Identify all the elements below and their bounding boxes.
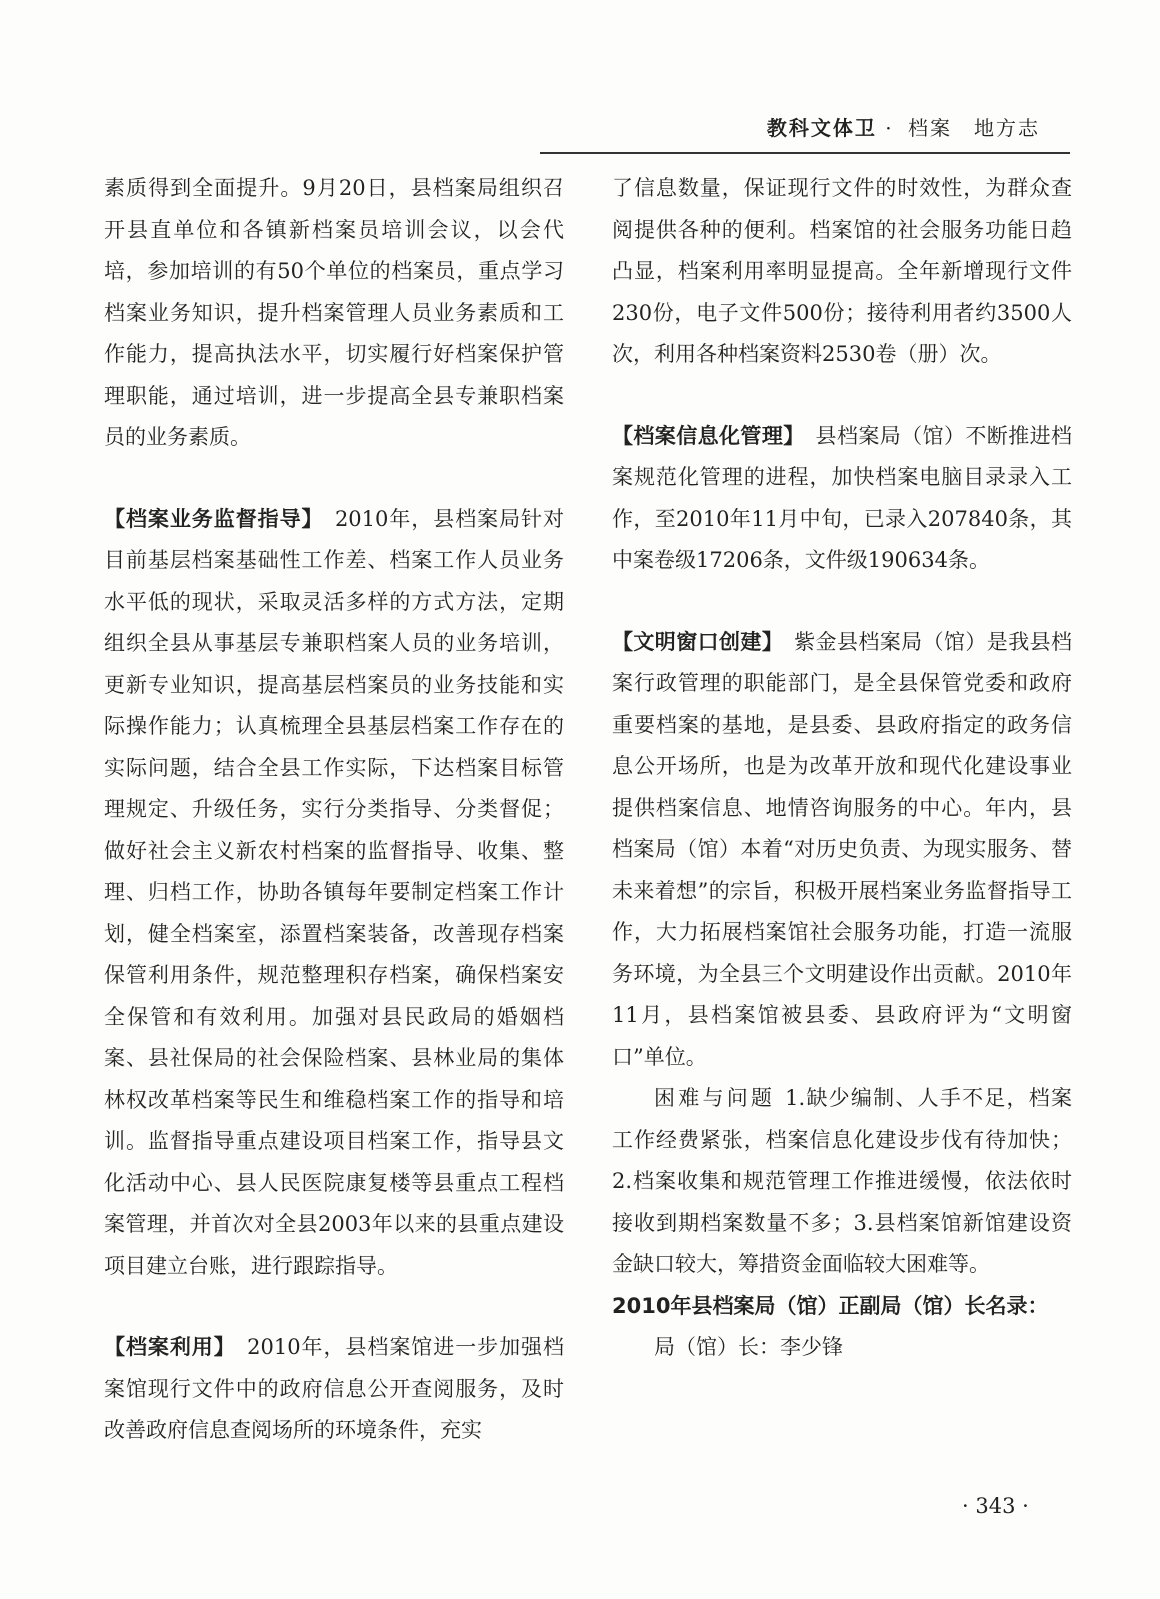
usage-heading: 【档案利用】: [104, 1335, 226, 1359]
informatization-body: 县档案局（馆）不断推进档案规范化管理的进程，加快档案电脑目录录入工作，至2010年11月中旬，已录入207840条，其中案卷级17206条，文件级190634条。: [612, 423, 1073, 572]
supervision-body: 2010年，县档案局针对目前基层档案基础性工作差、档案工作人员业务水平低的现状，采取灵活多样的方式方法，定期组织全县从事基层专兼职档案人员的业务培训，更新专业知识，提高基层档案员的业务技能和实际操作能力；认真梳理全县基层档案工作存在的实际问题，结合全县工作实际，下达档案目标管理规定、升级任务，实行分类指导、分类督促；做好社会主义新农村档案的监督指导、收集、整理、归档工作，协助各镇每年要制定档案工作计划，健全档案室，添置档案装备，改善现存档案保管利用条件，规范整理积存档案，确保档案安全保管和有效利用。加强对县民政局的婚姻档案、县社保局的社会保险档案、县林业局的集体林权改革档案等民生和维稳档案工作的指导和培训。监督指导重点建设项目档案工作，指导县文化活动中心、县人民医院康复楼等县重点工程档案管理，并首次对全县2003年以来的县重点建设项目建立台账，进行跟踪指导。: [104, 506, 564, 1278]
usage-body: 2010年，县档案馆进一步加强档案馆现行文件中的政府信息公开查阅服务，及时改善政府信息查阅场所的环境条件，充实: [104, 1335, 564, 1442]
issues-body: 1.缺少编制、人手不足，档案工作经费紧张，档案信息化建设步伐有待加快；2.档案收集和规范管理工作推进缓慢，依法依时接收到期档案数量不多；3.县档案馆新馆建设资金缺口较大，筹措资金面临较大困难等。: [612, 1086, 1072, 1276]
supervision-paragraph: [104, 499, 564, 1288]
roster-line: 局（馆）长：李少锋: [654, 1335, 843, 1359]
issues-paragraph: [612, 1078, 1072, 1286]
supervision-heading: 【档案业务监督指导】: [104, 506, 313, 531]
civilized-body: 紫金县档案局（馆）是我县档案行政管理的职能部门，是全县保管党委和政府重要档案的基地，是县委、县政府指定的政务信息公开场所，也是为改革开放和现代化建设事业提供档案信息、地情咨询服务的中心。年内，县档案局（馆）本着“对历史负责、为现实服务、替未来着想”的宗旨，积极开展档案业务监督指导工作，大力拓展档案馆社会服务功能，打造一流服务环境，为全县三个文明建设作出贡献。2010年11月，县档案馆被县委、县政府评为“文明窗口”单位。: [612, 629, 1073, 1069]
header-section: 教科文体卫: [766, 116, 877, 140]
header-text: [767, 112, 1040, 141]
issues-label: 困难与问题: [654, 1086, 776, 1110]
civilized-heading: 【文明窗口创建】: [612, 629, 773, 654]
page-number: · 343 ·: [962, 1494, 1029, 1518]
right-column: [612, 168, 1072, 1369]
civilized-paragraph: [612, 622, 1072, 1079]
left-column: [104, 168, 564, 1452]
roster-title: 2010年县档案局（馆）正副局（馆）长名录：: [612, 1293, 1049, 1318]
informatization-heading: 【档案信息化管理】: [612, 423, 795, 448]
usage-paragraph: [104, 1327, 564, 1452]
training-paragraph: 素质得到全面提升。9月20日，县档案局组织召开县直单位和各镇新档案员培训会议，以会代培，参加培训的有50个单位的档案员，重点学习档案业务知识，提升档案管理人员业务素质和工作能力，提高执法水平，切实履行好档案保护管理职能，通过培训，进一步提高全县专兼职档案员的业务素质。: [104, 176, 564, 449]
running-header: [540, 104, 1070, 154]
header-topic: 档案 地方志: [908, 116, 1040, 140]
header-separator: ·: [885, 116, 894, 140]
informatization-paragraph: [612, 416, 1072, 582]
usage-continued-paragraph: 了信息数量，保证现行文件的时效性，为群众查阅提供各种的便利。档案馆的社会服务功能日趋凸显，档案利用率明显提高。全年新增现行文件230份，电子文件500份；接待利用者约3500人次，利用各种档案资料2530卷（册）次。: [612, 176, 1072, 366]
